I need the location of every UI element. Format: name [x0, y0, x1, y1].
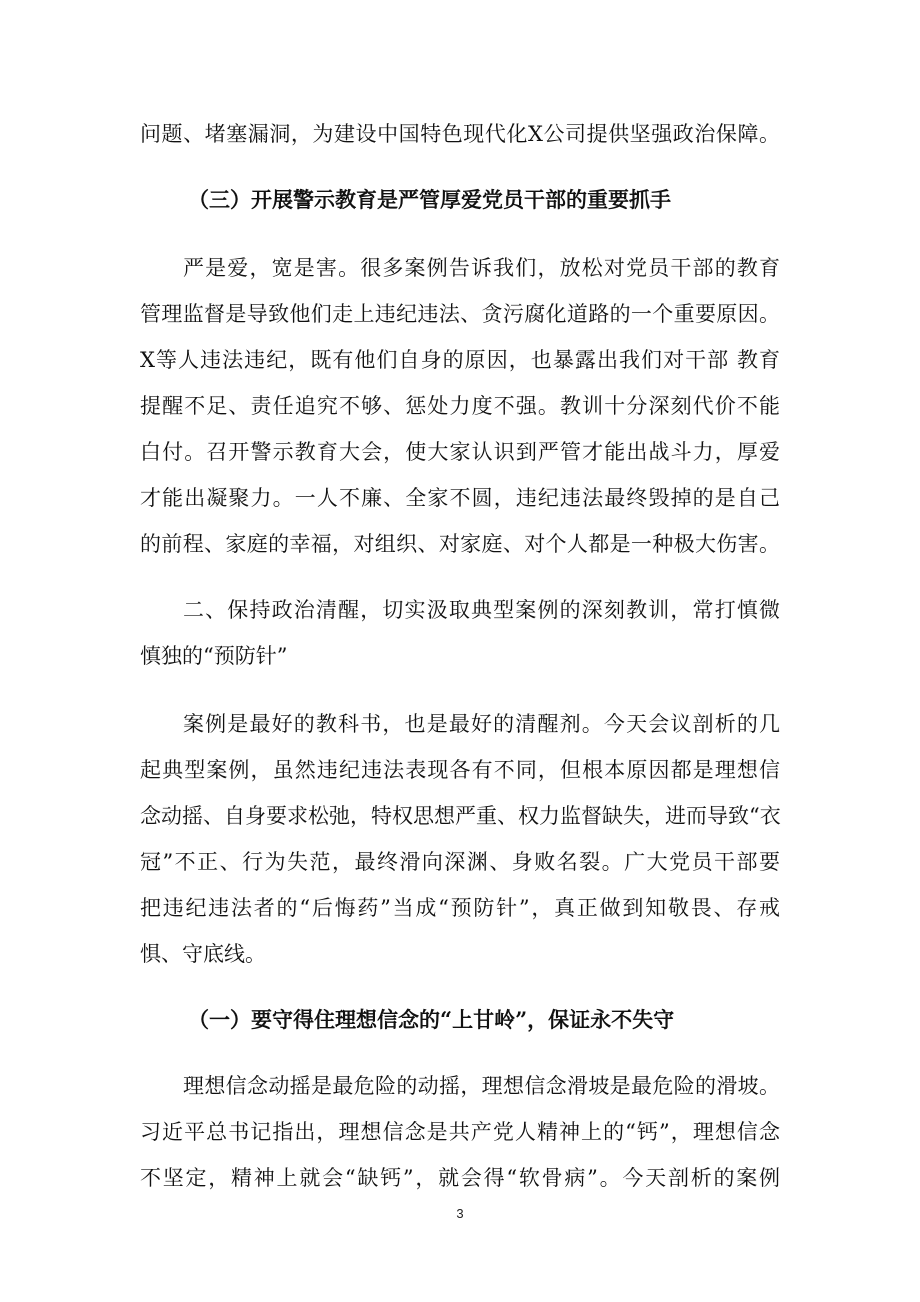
- text-line: 的前程、家庭的幸福，对组织、对家庭、对个人都是一种极大伤害。: [140, 532, 780, 556]
- text-line: 理想信念动摇是最危险的动摇，理想信念滑坡是最危险的滑坡。: [183, 1074, 780, 1098]
- text-line: 起典型案例，虽然违纪违法表现各有不同，但根本原因都是理想信: [140, 758, 780, 782]
- text-line: 管理监督是导致他们走上违纪违法、贪污腐化道路的一个重要原因。: [140, 302, 780, 326]
- text-line: 不坚定，精神上就会“缺钙”，就会得“软骨病”。今天剖析的案例: [140, 1166, 780, 1190]
- section-heading: （三）开展警示教育是严管厚爱党员干部的重要抓手: [188, 187, 671, 212]
- text-line: 念动摇、自身要求松弛，特权思想严重、权力监督缺失，进而导致“衣: [140, 804, 781, 828]
- text-line: 才能出凝聚力。一人不廉、全家不圆，违纪违法最终毁掉的是自己: [140, 486, 780, 510]
- section-heading: （一）要守得住理想信念的“上甘岭”，保证永不失守: [188, 1007, 675, 1032]
- text-line: 严是爱，宽是害。很多案例告诉我们，放松对党员干部的教育: [183, 256, 780, 280]
- section-heading: 慎独的“预防针”: [140, 644, 288, 668]
- text-line: 问题、堵塞漏洞，为建设中国特色现代化X公司提供坚强政治保障。: [140, 122, 780, 146]
- text-line: 惧、守底线。: [140, 942, 266, 966]
- text-line: 案例是最好的教科书，也是最好的清醒剂。今天会议剖析的几: [183, 712, 780, 736]
- text-line: X等人违法违纪，既有他们自身的原因，也暴露出我们对干部 教育: [140, 348, 780, 372]
- text-line: 冠”不正、行为失范，最终滑向深渊、身败名裂。广大党员干部要: [140, 850, 780, 874]
- section-heading: 二、保持政治清醒，切实汲取典型案例的深刻教训，常打慎微: [183, 598, 780, 622]
- text-line: 把违纪违法者的“后悔药”当成“预防针”，真正做到知敬畏、存戒: [140, 896, 780, 920]
- text-line: 白付。召开警示教育大会，使大家认识到严管才能出战斗力，厚爱: [140, 440, 780, 464]
- text-line: 提醒不足、责任追究不够、惩处力度不强。教训十分深刻代价不能: [140, 394, 780, 418]
- page-number: 3: [456, 1206, 464, 1221]
- text-line: 习近平总书记指出，理想信念是共产党人精神上的“钙”，理想信念: [140, 1120, 780, 1144]
